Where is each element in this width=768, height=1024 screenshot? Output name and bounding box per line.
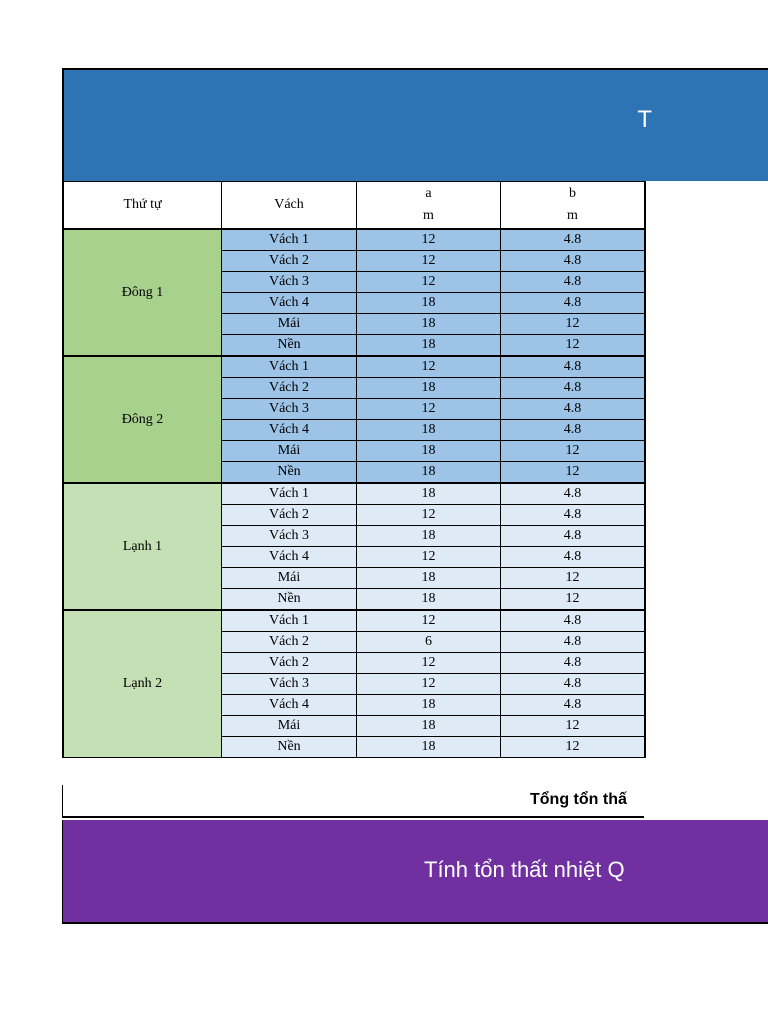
- wall-dimensions-table: [62, 181, 646, 758]
- a-cell[interactable]: 18: [357, 378, 501, 399]
- a-cell[interactable]: 18: [357, 335, 501, 357]
- vach-cell[interactable]: Nền: [222, 335, 357, 357]
- footer-band: [62, 820, 768, 924]
- a-cell[interactable]: 18: [357, 695, 501, 716]
- b-cell[interactable]: 4.8: [501, 653, 646, 674]
- vach-cell[interactable]: Nền: [222, 589, 357, 611]
- a-cell[interactable]: 18: [357, 568, 501, 589]
- vach-cell[interactable]: Vách 1: [222, 229, 357, 251]
- a-cell[interactable]: 12: [357, 251, 501, 272]
- a-cell[interactable]: 18: [357, 441, 501, 462]
- b-cell[interactable]: 4.8: [501, 674, 646, 695]
- a-cell[interactable]: 18: [357, 716, 501, 737]
- header-b-label: b: [569, 186, 576, 201]
- b-cell[interactable]: 4.8: [501, 251, 646, 272]
- a-cell[interactable]: 12: [357, 505, 501, 526]
- vach-cell[interactable]: Mái: [222, 568, 357, 589]
- group-name-cell[interactable]: Lạnh 1: [63, 483, 222, 610]
- b-cell[interactable]: 4.8: [501, 272, 646, 293]
- b-cell[interactable]: 4.8: [501, 483, 646, 505]
- a-cell[interactable]: 18: [357, 526, 501, 547]
- vach-cell[interactable]: Vách 3: [222, 399, 357, 420]
- vach-cell[interactable]: Nền: [222, 462, 357, 484]
- header-a[interactable]: [357, 182, 501, 230]
- header-row-top: [63, 182, 645, 230]
- vach-cell[interactable]: Vách 2: [222, 505, 357, 526]
- b-cell[interactable]: 4.8: [501, 610, 646, 632]
- vach-cell[interactable]: Vách 4: [222, 695, 357, 716]
- group-name-cell[interactable]: Đông 2: [63, 356, 222, 483]
- header-band-title: T: [638, 108, 652, 133]
- vach-cell[interactable]: Vách 3: [222, 674, 357, 695]
- vach-cell[interactable]: Nền: [222, 737, 357, 758]
- b-cell[interactable]: 12: [501, 335, 646, 357]
- b-cell[interactable]: 4.8: [501, 632, 646, 653]
- header-b[interactable]: [501, 182, 646, 230]
- a-cell[interactable]: 12: [357, 547, 501, 568]
- vach-cell[interactable]: Vách 4: [222, 420, 357, 441]
- table-row: [63, 610, 645, 632]
- header-a-label: a: [425, 186, 432, 201]
- b-cell[interactable]: 12: [501, 589, 646, 611]
- a-cell[interactable]: 12: [357, 674, 501, 695]
- a-cell[interactable]: 18: [357, 420, 501, 441]
- b-cell[interactable]: 4.8: [501, 229, 646, 251]
- header-band: [62, 68, 768, 181]
- vach-cell[interactable]: Mái: [222, 441, 357, 462]
- vach-cell[interactable]: Vách 2: [222, 251, 357, 272]
- vach-cell[interactable]: Vách 4: [222, 547, 357, 568]
- vach-cell[interactable]: Vách 2: [222, 378, 357, 399]
- header-a-unit: m: [423, 208, 434, 223]
- b-cell[interactable]: 4.8: [501, 695, 646, 716]
- vach-cell[interactable]: Vách 2: [222, 632, 357, 653]
- a-cell[interactable]: 12: [357, 610, 501, 632]
- b-cell[interactable]: 4.8: [501, 356, 646, 378]
- vach-cell[interactable]: Vách 1: [222, 356, 357, 378]
- header-vach[interactable]: Vách: [222, 182, 357, 230]
- b-cell[interactable]: 12: [501, 737, 646, 758]
- b-cell[interactable]: 12: [501, 314, 646, 335]
- b-cell[interactable]: 4.8: [501, 526, 646, 547]
- vach-cell[interactable]: Vách 4: [222, 293, 357, 314]
- vach-cell[interactable]: Mái: [222, 716, 357, 737]
- table-row: [63, 229, 645, 251]
- b-cell[interactable]: 4.8: [501, 378, 646, 399]
- group-name-cell[interactable]: Lạnh 2: [63, 610, 222, 758]
- b-cell[interactable]: 12: [501, 568, 646, 589]
- b-cell[interactable]: 12: [501, 716, 646, 737]
- b-cell[interactable]: 4.8: [501, 547, 646, 568]
- a-cell[interactable]: 6: [357, 632, 501, 653]
- a-cell[interactable]: 12: [357, 229, 501, 251]
- a-cell[interactable]: 18: [357, 314, 501, 335]
- total-row: [62, 785, 644, 818]
- b-cell[interactable]: 12: [501, 441, 646, 462]
- vach-cell[interactable]: Vách 1: [222, 610, 357, 632]
- vach-cell[interactable]: Vách 2: [222, 653, 357, 674]
- footer-band-clip: [63, 820, 645, 920]
- footer-band-title: Tính tổn thất nhiệt Q: [424, 857, 625, 882]
- b-cell[interactable]: 4.8: [501, 505, 646, 526]
- a-cell[interactable]: 12: [357, 653, 501, 674]
- table-body: [63, 229, 645, 758]
- a-cell[interactable]: 18: [357, 293, 501, 314]
- header-thu-tu[interactable]: Thứ tự: [63, 182, 222, 230]
- b-cell[interactable]: 12: [501, 462, 646, 484]
- a-cell[interactable]: 12: [357, 272, 501, 293]
- table-row: [63, 483, 645, 505]
- b-cell[interactable]: 4.8: [501, 420, 646, 441]
- a-cell[interactable]: 12: [357, 356, 501, 378]
- total-label[interactable]: Tổng tổn thấ: [530, 791, 627, 808]
- a-cell[interactable]: 18: [357, 462, 501, 484]
- a-cell[interactable]: 18: [357, 737, 501, 758]
- a-cell[interactable]: 18: [357, 589, 501, 611]
- vach-cell[interactable]: Mái: [222, 314, 357, 335]
- group-name-cell[interactable]: Đông 1: [63, 229, 222, 356]
- header-b-unit: m: [567, 208, 578, 223]
- vach-cell[interactable]: Vách 3: [222, 272, 357, 293]
- b-cell[interactable]: 4.8: [501, 293, 646, 314]
- vach-cell[interactable]: Vách 3: [222, 526, 357, 547]
- b-cell[interactable]: 4.8: [501, 399, 646, 420]
- a-cell[interactable]: 12: [357, 399, 501, 420]
- a-cell[interactable]: 18: [357, 483, 501, 505]
- table-row: [63, 356, 645, 378]
- vach-cell[interactable]: Vách 1: [222, 483, 357, 505]
